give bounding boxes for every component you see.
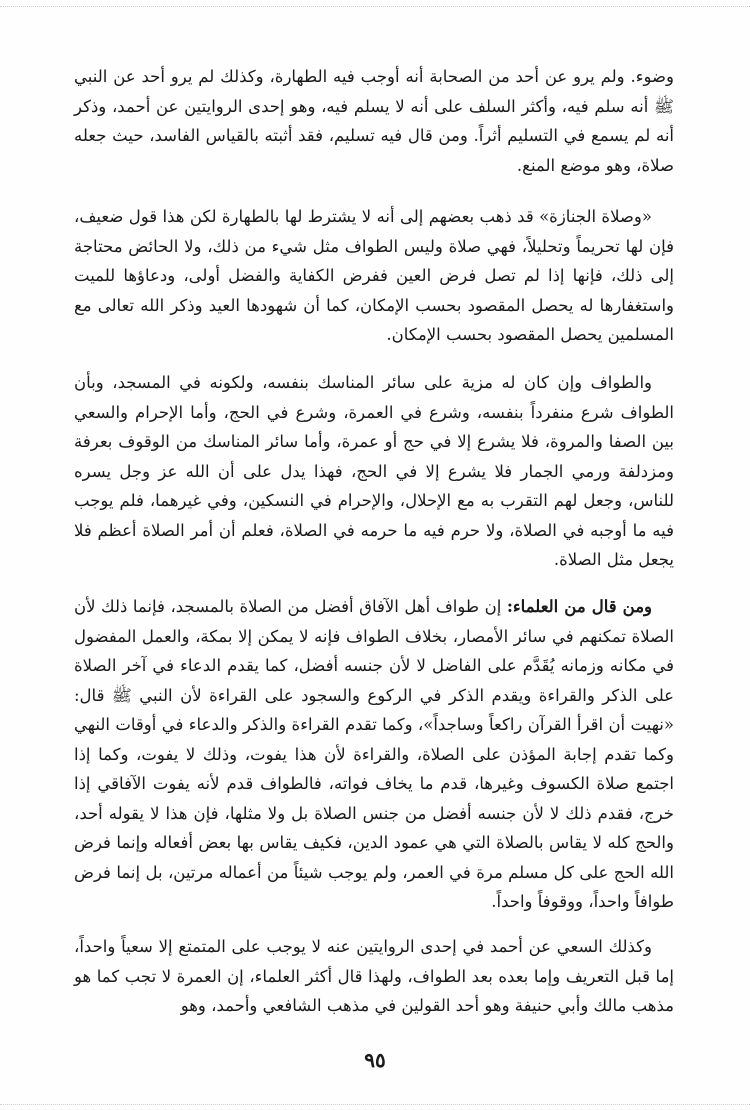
paragraph-3-text: والطواف وإن كان له مزية على سائر المناسك بنفسه، ولكونه في المسجد، وبأن الطواف شرع منفرداً بنفسه، وشرع في العمرة، وشرع في الحج، وأما الإحرام والسعي بين الصفا والمروة، فلا يشرع إلا في حج أو عمرة، وأما سائر المناسك من الوقوف بعرفة ومزدلفة ورمي الجمار فلا يشرع إلا في الحج، فهذا يدل على أن الله عز وجل يسره للناس، وجعل لهم التقرب به مع الإحلال، والإحرام في النسكين، وفي غيرهما، فلم يوجب فيه ما أوجبه في الصلاة، ولا حرم فيه ما حرمه في الصلاة، فعلم أن أمر الصلاة أعظم فلا يجعل مثل الصلاة.	[74, 373, 674, 569]
paragraph-4-body	[74, 592, 674, 917]
paragraph-2-text: «وصلاة الجنازة» قد ذهب بعضهم إلى أنه لا يشترط لها بالطهارة لكن هذا قول ضعيف، فإن لها تحريماً وتحليلاً، فهي صلاة وليس الطواف مثل شيء من ذلك، ولا الحائض محتاجة إلى ذلك، فإنها إذا لم تصل فرض العين ففرض الكفاية والفضل أولى، ودعاؤها للميت واستغفارها له يحصل المقصود بحسب الإمكان، كما أن شهودها العيد وذكر الله تعالى مع المسلمين يحصل المقصود بحسب الإمكان.	[74, 207, 674, 344]
scan-edge-top	[0, 0, 750, 7]
paragraph-4-lead: ومن قال من العلماء:	[506, 597, 652, 616]
paragraph-5	[74, 932, 674, 1021]
scan-edge-bottom	[0, 1104, 750, 1106]
paragraph-1-text: وضوء. ولم يرو عن أحد من الصحابة أنه أوجب فيه الطهارة، وكذلك لم يرو أحد عن النبي ﷺ أنه سلم فيه، وأكثر السلف على أنه لا يسلم فيه، وهو إحدى الروايتين عن أحمد، وذكر أنه لم يسمع في التسليم أثراً. ومن قال فيه تسليم، فقد أثبته بالقياس الفاسد، حيث جعله صلاة، وهو موضع المنع.	[74, 67, 674, 175]
paragraph-1	[74, 62, 674, 180]
page-number: ٩٥	[364, 1048, 386, 1072]
paragraph-5-text: وكذلك السعي عن أحمد في إحدى الروايتين عنه لا يوجب على المتمتع إلا سعياً واحداً، إما قبل التعريف وإما بعده بعد الطواف، ولهذا قال أكثر العلماء، إن العمرة لا تجب كما هو مذهب مالك وأبي حنيفة وهو أحد القولين في مذهب الشافعي وأحمد، وهو	[74, 937, 674, 1015]
paragraph-3	[74, 368, 674, 575]
paragraph-2	[74, 202, 674, 350]
paragraph-4	[74, 592, 674, 917]
paragraph-4-text: إن طواف أهل الآفاق أفضل من الصلاة بالمسجد، فإنما ذلك لأن الصلاة تمكنهم في سائر الأمصار، بخلاف الطواف فإنه لا يمكن إلا بمكة، والعمل المفضول في مكانه وزمانه يُقَدَّم على الفاضل لا لأن جنسه أفضل، كما يقدم الدعاء في آخر الصلاة على الذكر والقراءة ويقدم الذكر في الركوع والسجود على القراءة لأن النبي ﷺ قال: «نهيت أن اقرأ القرآن راكعاً وساجداً»، وكما تقدم القراءة والذكر والدعاء في أوقات النهي وكما تقدم إجابة المؤذن على الصلاة، والقراءة لأن هذا يفوت، وذلك لا يفوت، وكما إذا اجتمع صلاة الكسوف وغيرها، قدم ما يخاف فواته، فالطواف قدم لأنه يفوت الآفاقي إذا خرج، فقدم ذلك لا لأن جنسه أفضل من جنس الصلاة بل ولا مثلها، فإن هذا لا يقوله أحد، والحج كله لا يقاس بالصلاة التي هي عمود الدين، فكيف يقاس بها بعض أفعاله وإنما فرض الله الحج على كل مسلم مرة في العمر، ولم يوجب شيئاً من أعماله مرتين، بل إنما فرض طوافاً واحداً، ووقوفاً واحداً.	[74, 597, 674, 911]
